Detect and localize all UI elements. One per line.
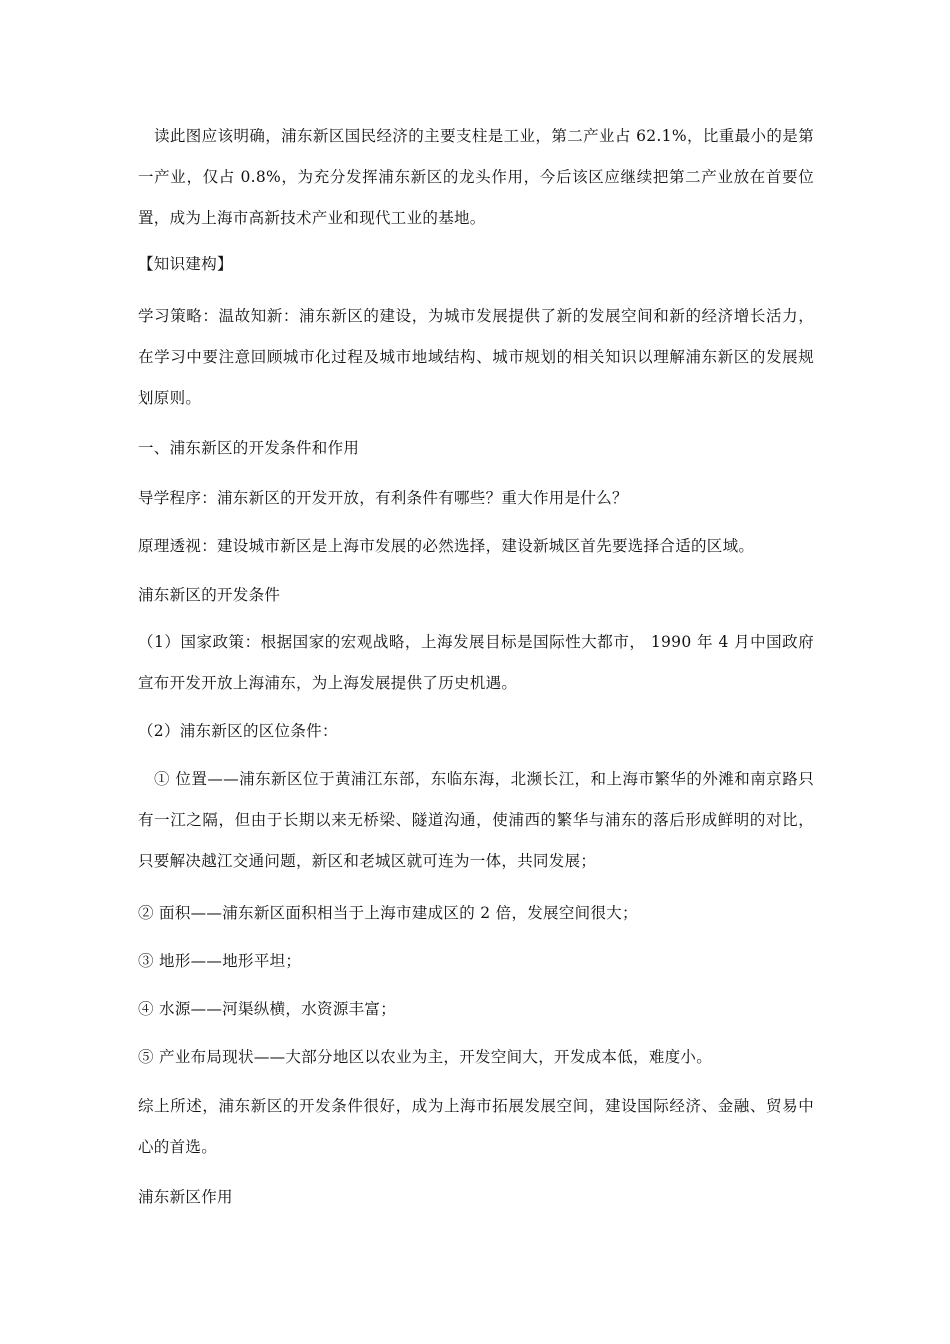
paragraph-area: ② 面积——浦东新区面积相当于上海市建成区的 2 倍，发展空间很大； bbox=[138, 904, 638, 922]
section-heading-knowledge: 【知识建构】 bbox=[138, 255, 233, 273]
paragraph-principle: 原理透视：建设城市新区是上海市发展的必然选择，建设新城区首先要选择合适的区域。 bbox=[138, 537, 755, 555]
paragraph-economy-summary: 读此图应该明确，浦东新区国民经济的主要支柱是工业，第二产业占 62.1%，比重最小的是第一产业，仅占 0.8%，为充分发挥浦东新区的龙头作用，今后该区应继续把第二产业放在首要位置，成为上海市高新技术产业和现代工业的基地。 bbox=[138, 127, 814, 227]
paragraph-position: ① 位置——浦东新区位于黄浦江东部，东临东海，北濒长江，和上海市繁华的外滩和南京路只有一江之隔，但由于长期以来无桥梁、隧道沟通，使浦西的繁华与浦东的落后形成鲜明的对比，只要解决越江交通问题，新区和老城区就可连为一体，共同发展； bbox=[138, 770, 814, 870]
paragraph-conclusion: 综上所述，浦东新区的开发条件很好，成为上海市拓展发展空间，建设国际经济、金融、贸易中心的首选。 bbox=[138, 1097, 814, 1156]
paragraph-study-strategy: 学习策略：温故知新：浦东新区的建设，为城市发展提供了新的发展空间和新的经济增长活力，在学习中要注意回顾城市化过程及城市地域结构、城市规划的相关知识以理解浦东新区的发展规划原则。 bbox=[138, 307, 814, 407]
paragraph-location-conditions: （2）浦东新区的区位条件： bbox=[138, 722, 338, 740]
paragraph-industry-layout: ⑤ 产业布局现状——大部分地区以农业为主，开发空间大，开发成本低，难度小。 bbox=[138, 1048, 713, 1066]
heading-pudong-role: 浦东新区作用 bbox=[138, 1188, 233, 1206]
paragraph-water-source: ④ 水源——河渠纵横，水资源丰富； bbox=[138, 1000, 397, 1018]
paragraph-national-policy: （1）国家政策：根据国家的宏观战略，上海发展目标是国际性大都市， 1990 年 4 月中国政府宣布开发开放上海浦东，为上海发展提供了历史机遇。 bbox=[138, 633, 814, 692]
paragraph-terrain: ③ 地形——地形平坦； bbox=[138, 952, 302, 970]
heading-development-conditions-role: 一、浦东新区的开发条件和作用 bbox=[138, 439, 360, 457]
heading-development-conditions: 浦东新区的开发条件 bbox=[138, 586, 281, 604]
paragraph-guide-procedure: 导学程序：浦东新区的开发开放，有利条件有哪些？重大作用是什么？ bbox=[138, 489, 628, 507]
